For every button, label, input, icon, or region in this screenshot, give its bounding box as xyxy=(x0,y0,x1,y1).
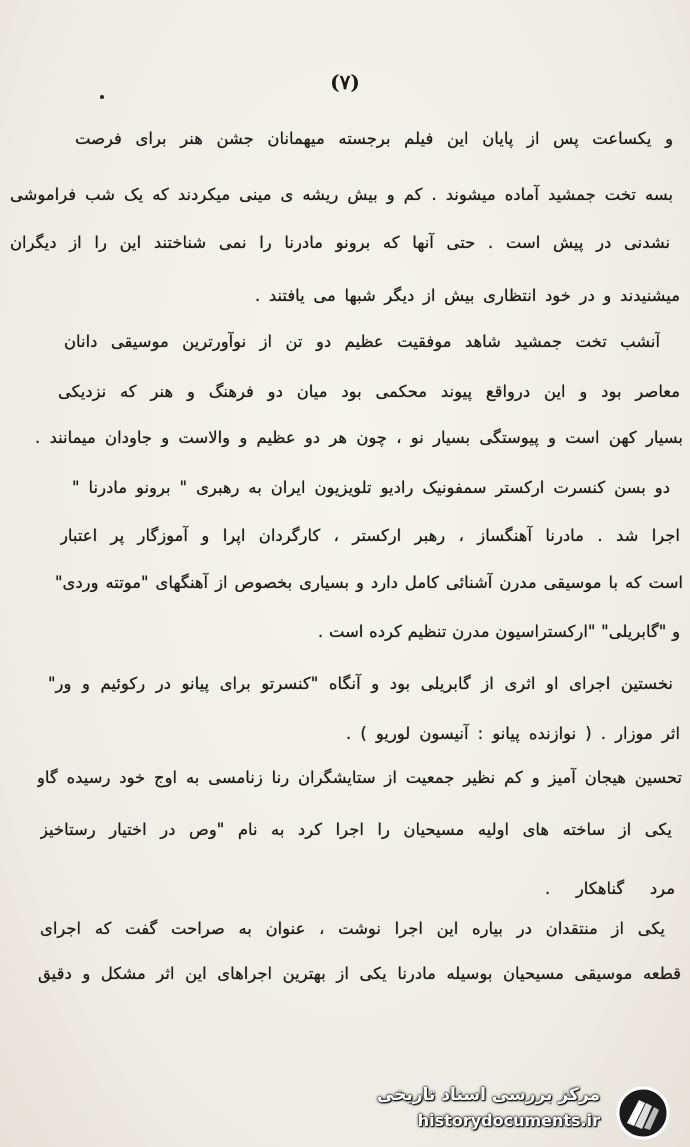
books-logo-icon xyxy=(608,1083,678,1141)
text-line-1: و یکساعت پس از پایان این فیلم برجسته میهمانان جشن هنر برای فرصت xyxy=(75,129,673,148)
page-speck xyxy=(100,95,104,99)
text-line-18: قطعه موسیقی مسیحیان بوسیله مادرنا یکی از بهترین اجراهای این اثر مشکل و دقیق xyxy=(38,964,681,983)
text-line-12: نخستین اجرای او اثری از گابریلی بود و آنگاه "کنسرتو برای پیانو در رکوئیم و ور" xyxy=(48,674,673,693)
text-line-7: بسیار کهن است و پیوستگی بسیار نو ، چون هر دو عظیم و والاست و جاودان میمانند . xyxy=(35,428,683,447)
text-line-4: میشنیدند و در خود انتظاری بیش از دیگر شبها می یافتند . xyxy=(255,286,680,305)
text-line-8: دو بسن کنسرت ارکستر سمفونیک رادیو تلویزیون ایران به رهبری " برونو مادرنا " xyxy=(72,478,670,497)
page-number: (۷) xyxy=(330,70,360,94)
text-line-15: یکی از ساخته های اولیه مسیحیان را اجرا کرد به نام "وص در اختیار رستاخیز xyxy=(40,820,672,839)
text-line-13: اثر موزار . ( نوازنده پیانو : آنیسون لوریو ) . xyxy=(346,724,680,743)
text-line-2: بسه تخت جمشید آماده میشوند . کم و بیش ریشه ی مینی میکردند که یک شب فراموشی xyxy=(10,185,673,204)
watermark xyxy=(377,1083,678,1141)
text-line-9: اجرا شد . مادرنا آهنگساز ، رهبر ارکستر ، کارگردان اپرا و آموزگار پر اعتبار xyxy=(60,526,680,545)
text-line-6: معاصر بود و این درواقع پیوند محکمی بود میان دو فرهنگ و هنر که نزدیکی xyxy=(58,382,680,401)
text-line-5: آنشب تخت جمشید شاهد موفقیت عظیم دو تن از نوآورترین موسیقی دانان xyxy=(64,332,660,351)
text-line-10: است که با موسیقی مدرن آشنائی کامل دارد و بسیاری بخصوص از آهنگهای "موتته وردی" xyxy=(55,573,683,592)
text-line-16: مرد گناهکار . xyxy=(545,879,675,898)
watermark-title: مرکز بررسی اسناد تاریخی xyxy=(377,1085,600,1105)
text-line-11: و "گابریلی" "ارکستراسیون مدرن تنظیم کرده است . xyxy=(318,622,680,641)
text-line-17: یکی از منتقدان در بیاره این اجرا نوشت ، عنوان به صراحت گفت که اجرای xyxy=(40,919,665,938)
text-line-14: تحسین هیجان آمیز و کم نظیر جمعیت از ستایشگران رنا زنامسی به اوج خود رسیده گاو xyxy=(37,768,682,787)
watermark-url: historydocuments.ir xyxy=(417,1111,600,1130)
text-line-3: نشدنی در پیش است . حتی آنها که برونو مادرنا را نمی شناختند این را از دیگران xyxy=(10,233,670,252)
